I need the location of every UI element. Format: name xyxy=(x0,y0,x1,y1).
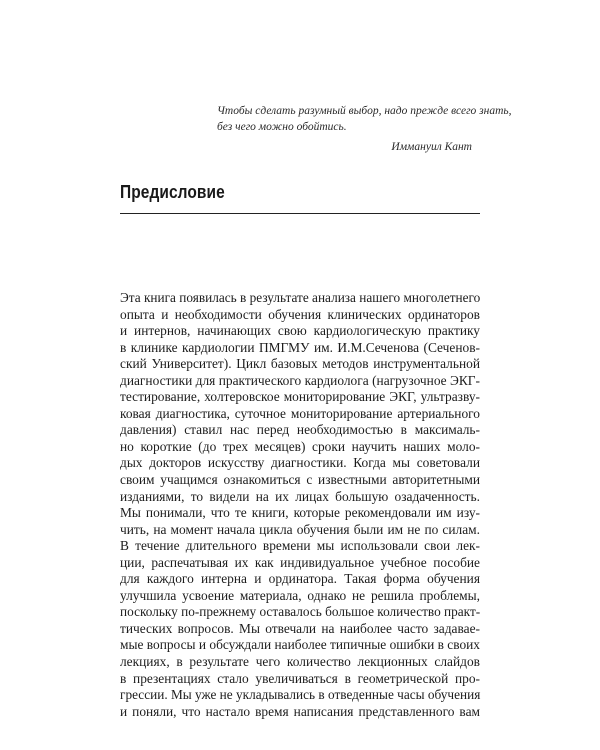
body-text xyxy=(120,290,480,720)
body-line: тестирование, холтеровское мониторирование ЭКГ, ультразву- xyxy=(120,389,480,405)
body-line: в презентациях стало увеличиваться в геометрической про- xyxy=(120,670,480,686)
body-line: изданиями, то видели на их лицах большую озадаченность. xyxy=(120,488,480,504)
body-line: улучшила усвоение материала, однако не решила проблемы, xyxy=(120,587,480,603)
body-line: ковая диагностика, суточное мониторирование артериального xyxy=(120,405,480,421)
body-line: опыта и необходимости обучения клинических ординаторов xyxy=(120,306,480,322)
body-line: грессии. Мы уже не укладывались в отведенные часы обучения xyxy=(120,687,481,703)
title-divider xyxy=(120,213,480,214)
body-line: для каждого интерна и ординатора. Такая форма обучения xyxy=(120,571,480,587)
body-line: Эта книга появилась в результате анализа нашего многолетнего xyxy=(120,290,481,305)
body-line: но короткие (до трех месяцев) сроки научить наших моло- xyxy=(120,438,480,454)
body-line: в клинике кардиологии ПМГМУ им. И.М.Сеченова (Сеченов- xyxy=(120,339,480,355)
body-line: и поняли, что настало время написания представленного вам xyxy=(120,703,480,719)
body-line: ский Университет). Цикл базовых методов инструментальной xyxy=(120,356,480,372)
body-line: Мы понимали, что те книги, которые рекомендовали им изу- xyxy=(120,505,480,521)
body-line: чить, на момент начала цикла обучения были им не по силам. xyxy=(120,521,480,537)
epigraph xyxy=(217,103,517,155)
body-line: давления) ставил нас перед необходимостью в максималь- xyxy=(120,422,480,438)
chapter-title: Предисловие xyxy=(120,182,225,202)
body-line: тических вопросов. Мы отвечали на наиболее часто задавае- xyxy=(120,620,480,636)
epigraph-author: Иммануил Кант xyxy=(391,141,472,153)
body-line: поскольку по-прежнему оставалось большое количество практ- xyxy=(120,604,481,620)
body-line: диагностики для практического кардиолога (нагрузочное ЭКГ- xyxy=(120,372,480,388)
body-line: и интернов, начинающих свою кардиологическую практику xyxy=(120,323,480,339)
body-line: ции, распечатывая их как индивидуальное учебное пособие xyxy=(120,554,480,570)
body-line: лекциях, в результате чего количество лекционных слайдов xyxy=(120,654,480,670)
body-line: В течение длительного времени мы использовали свои лек- xyxy=(120,538,480,554)
epigraph-line: без чего можно обойтись. xyxy=(217,121,347,133)
body-line: своим учащимся ознакомиться с известными авторитетными xyxy=(120,472,480,488)
body-line: дых докторов искусству диагностики. Когда мы советовали xyxy=(120,455,480,471)
epigraph-line: Чтобы сделать разумный выбор, надо прежде всего знать, xyxy=(217,105,512,117)
body-line: мые вопросы и обсуждали наиболее типичные ошибки в своих xyxy=(120,637,480,653)
